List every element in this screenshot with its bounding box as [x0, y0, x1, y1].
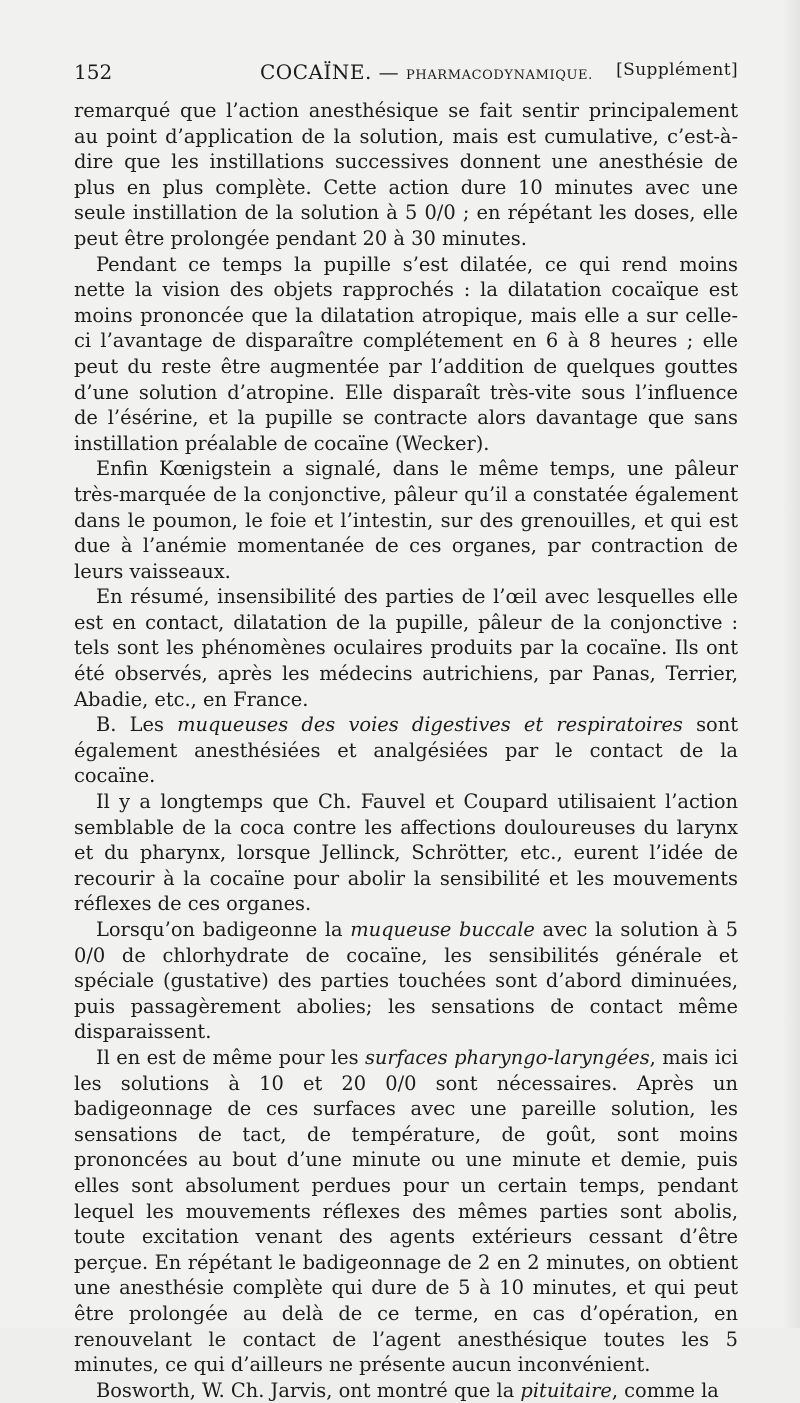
- paragraph: [74, 584, 738, 712]
- paragraph: [74, 789, 738, 917]
- italic-phrase: muqueuse buccale: [350, 918, 535, 941]
- text-run: , mais ici les solutions à 10 et 20 0/0 sont nécessaires. Après un badigeonnage de ces surfaces avec une pareille solution, les sensations de tact, de température, de goût, sont moins prononcées au bout d’une minute ou une minute et demie, puis elles sont absolument perdues pour un certain temps, pendant lequel les mouvements réflexes des mêmes parties sont abolis, toute excitation venant des agents extérieurs cessant d’être perçue. En répétant le badigeonnage de 2 en 2 minutes, on obtient une anesthésie complète qui dure de 5 à 10 minutes, et qui peut être prolongée au delà de ce terme, en cas d’opération, en renouvelant le contact de l’agent anesthésique toutes les 5 minutes, ce qui d’ailleurs ne présente aucun inconvénient.: [74, 1045, 738, 1377]
- text-run: B. Les: [96, 713, 178, 737]
- page-edge-shadow: [782, 0, 800, 1328]
- paragraph: [74, 98, 738, 252]
- paragraph: [74, 917, 738, 1045]
- paragraph: [74, 252, 738, 457]
- text-run: En résumé, insensibilité des parties de l’œil avec lesquelles elle est en contact, dilatation de la pupille, pâleur de la conjonctive : tels sont les phénomènes oculaires produits par la cocaïne. Ils ont été observés, après les médecins autrichiens, par Panas, Terrier, Abadie, etc., en France.: [74, 585, 738, 711]
- body-text: [74, 98, 738, 1403]
- text-run: Enfin Kœnigstein a signalé, dans le même temps, une pâleur très-marquée de la conjonctive, pâleur qu’il a constatée également dans le poumon, le foie et l’intestin, sur des grenouilles, et qui est due à l’anémie momentanée de ces organes, par contraction de leurs vaisseaux.: [74, 457, 738, 583]
- running-header: [74, 60, 738, 90]
- text-run: Il y a longtemps que Ch. Fauvel et Coupard utilisaient l’action semblable de la coca contre les affections douloureuses du larynx et du pharynx, lorsque Jellinck, Schrötter, etc., eurent l’idée de recourir à la cocaïne pour abolir la sensibilité et les mouvements réflexes de ces organes.: [74, 790, 738, 916]
- text-run: remarqué que l’action anesthésique se fait sentir principalement au point d’application de la solution, mais est cumulative, c’est-à-dire que les instillations successives donnent une anesthésie de plus en plus complète. Cette action dure 10 minutes avec une seule instillation de la solution à 5 0/0 ; en répétant les doses, elle peut être prolongée pendant 20 à 30 minutes.: [74, 99, 738, 250]
- italic-phrase: surfaces pharyngo-laryngées: [364, 1045, 650, 1069]
- paragraph: [74, 456, 738, 584]
- text-run: sont également anesthésiées et analgésiées par le contact de la cocaïne.: [74, 713, 738, 788]
- italic-phrase: muqueuses des voies digestives et respiratoires: [177, 713, 683, 737]
- section-label: [Supplément]: [616, 60, 738, 80]
- text-run: Lorsqu’on badigeonne la: [96, 918, 351, 941]
- text-run: Pendant ce temps la pupille s’est dilatée, ce qui rend moins nette la vision des objets rapprochés : la dilatation cocaïque est moins prononcée que la dilatation atropique, mais elle a sur celle-ci l’avantage de disparaître complétement en 6 à 8 heures ; elle peut du reste être augmentée par l’addition de quelques gouttes d’une solution d’atropine. Elle disparaît très-vite sous l’influence de l’ésérine, et la pupille se contracte alors davantage que sans instillation préalable de cocaïne (Wecker).: [74, 252, 738, 455]
- italic-phrase: pituitaire: [520, 1378, 612, 1402]
- text-run: Bosworth, W. Ch. Jarvis, ont montré que la: [96, 1378, 521, 1402]
- text-run: avec la solution à 5 0/0 de chlorhydrate de cocaïne, les sensibilités générale et spéciale (gustative) des parties touchées sont d’abord diminuées, puis passagèrement abolies; les sensations de contact même disparaissent.: [74, 918, 738, 1044]
- page-number: 152: [74, 60, 113, 84]
- title-main: COCAÏNE.: [260, 60, 372, 84]
- text-run: Il en est de même pour les: [96, 1045, 365, 1069]
- paragraph: [74, 712, 738, 789]
- title-dash: —: [371, 60, 407, 84]
- paragraph: [74, 1378, 738, 1403]
- text-run: , comme la: [611, 1378, 719, 1402]
- running-title: [260, 60, 593, 84]
- title-subtitle: PHARMACODYNAMIQUE.: [406, 68, 593, 83]
